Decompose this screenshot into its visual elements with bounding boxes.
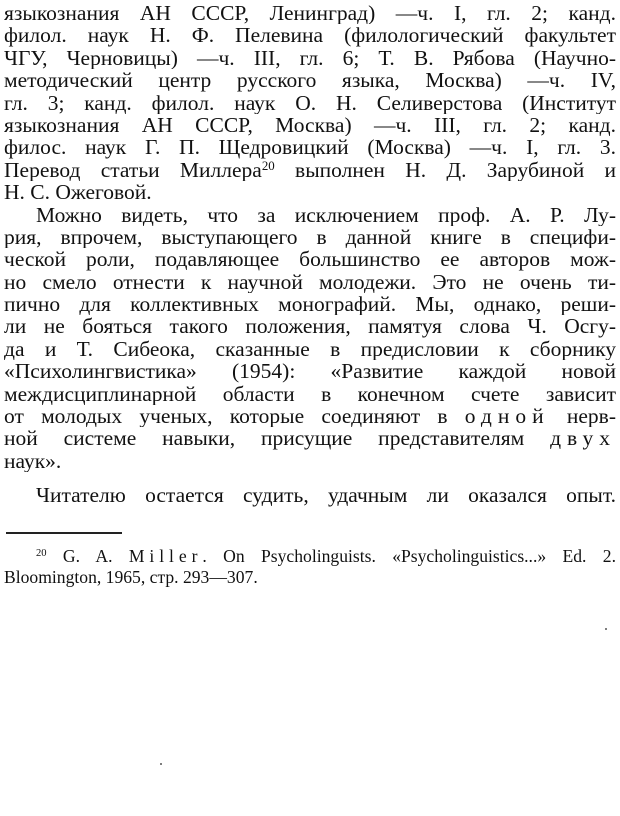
text-segment: Перевод статьи Миллера	[4, 158, 262, 182]
footnote	[4, 546, 616, 587]
spaced-emphasis: двух	[550, 427, 616, 450]
text-line	[4, 159, 616, 181]
footnote-line	[4, 546, 616, 567]
text-line: да и Т. Сибеока, сказанные в предисловии к сборнику	[4, 337, 616, 361]
text-line: рия, впрочем, выступающего в данной книге в специфи-	[4, 225, 616, 249]
text-line: пично для коллективных монографий. Мы, однако, реши-	[4, 293, 616, 316]
text-line: Можно видеть, что за исключением проф. А. Р. Лу-	[36, 203, 616, 226]
text-line	[4, 405, 616, 427]
paragraph-authors-youth	[4, 204, 616, 473]
print-speck	[160, 763, 162, 765]
footnote-divider	[6, 532, 122, 534]
text-line: Читателю остается судить, удачным ли оказался опыт.	[36, 484, 616, 507]
spaced-emphasis: одной	[464, 405, 550, 428]
text-segment: нерв-	[549, 405, 616, 428]
footnote-number: 20	[36, 548, 47, 560]
footnote-author-initials: G. A.	[62, 546, 129, 566]
text-line: но смело отнести к научной молодежи. Это не очень ти-	[4, 270, 616, 294]
text-line: филос. наук Г. П. Щедровицкий (Москва) —ч. I, гл. 3.	[4, 136, 616, 159]
text-line: языкознания АН СССР, Москва) —ч. III, гл. 2; канд.	[4, 113, 616, 137]
text-line: языкознания АН СССР, Ленинград) —ч. I, гл. 2; канд.	[4, 2, 616, 25]
text-segment: ной системе навыки, присущие представителям	[4, 427, 551, 450]
text-line: Н. С. Ожеговой.	[4, 181, 152, 204]
main-text	[4, 2, 616, 507]
text-line	[4, 427, 616, 449]
text-segment: от молодых ученых, которые соединяют в	[4, 405, 465, 428]
footnote-reference: 20	[261, 158, 275, 173]
footnote-author-surname: Miller	[128, 546, 203, 566]
paragraph-conclusion	[4, 484, 616, 506]
text-line: ли не бояться такого положения, памятуя слова Ч. Осгу-	[4, 315, 616, 338]
text-line: междисциплинарной области в конечном счете зависит	[4, 382, 616, 406]
print-speck	[605, 628, 607, 630]
text-line: ческой роли, подавляющее большинство ее авторов мож-	[4, 248, 616, 271]
footnote-line: Bloomington, 1965, стр. 293—307.	[4, 566, 258, 587]
text-line: гл. 3; канд. филол. наук О. Н. Селиверстова (Институт	[4, 91, 616, 114]
text-line: «Психолингвистика» (1954): «Развитие каждой новой	[4, 360, 616, 383]
paragraph-gap	[4, 472, 616, 484]
text-line: филол. наук Н. Ф. Пелевина (филологический факультет	[4, 24, 616, 47]
paragraph-contributors	[4, 2, 616, 204]
text-line: методический центр русского языка, Москва) —ч. IV,	[4, 69, 616, 92]
text-line: ЧГУ, Черновицы) —ч. III, гл. 6; Т. В. Рябова (Научно-	[4, 46, 616, 70]
text-segment: выполнен Н. Д. Зарубиной и	[274, 158, 616, 182]
footnote-citation: . On Psycholinguists. «Psycholinguistics...» Ed. 2.	[202, 546, 616, 566]
text-line: наук».	[4, 449, 62, 473]
